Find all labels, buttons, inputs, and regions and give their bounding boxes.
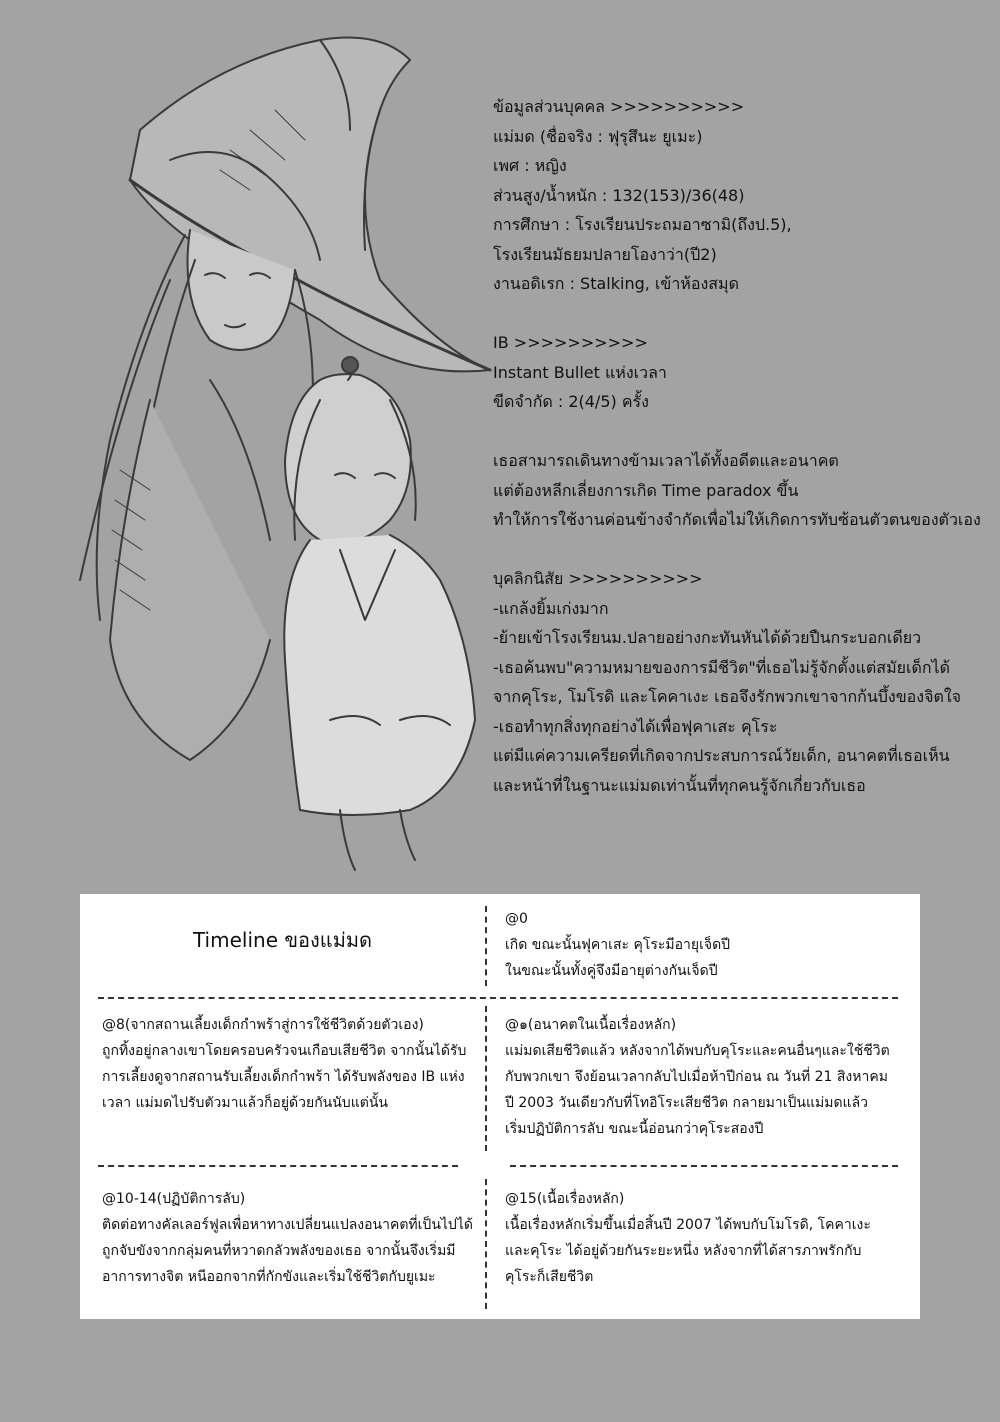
divider-vertical-top [485,906,487,986]
timeline-entry-line: กับพวกเขา จึงย้อนเวลากลับไปเมื่อห้าปีก่อน ณ วันที่ 21 สิงหาคม [505,1069,888,1085]
timeline-entry-line: และคุโระ ได้อยู่ด้วยกันระยะหนึ่ง หลังจากที่ได้สารภาพรักกับ [505,1243,862,1259]
timeline-title: Timeline ของแม่มด [192,928,373,952]
timeline-entry-line: ถูกจับขังจากกลุ่มคนที่หวาดกลัวพลังของเธอ จากนั้นจึงเริ่มมี [102,1243,456,1259]
profile-line: บุคลิกนิสัย >>>>>>>>>> [493,569,703,588]
timeline-entry-line: แม่มดเสียชีวิตแล้ว หลังจากได้พบกับคุโระและคนอื่นๆและใช้ชีวิต [505,1043,890,1059]
timeline-entry-9 [505,1012,910,1142]
timeline-entry-0 [505,906,905,984]
timeline-entry-8 [102,1012,477,1116]
timeline-entry-head: @10-14(ปฏิบัติการลับ) [102,1191,246,1207]
divider-horizontal-2-right [510,1165,898,1167]
timeline-entry-line: เริ่มปฏิบัติการลับ ขณะนี้อ่อนกว่าคุโระสองปี [505,1121,764,1137]
divider-horizontal-1 [98,997,898,999]
profile-line: โรงเรียนมัธยมปลายโองาว่า(ปี2) [493,244,717,264]
profile-line: เธอสามารถเดินทางข้ามเวลาได้ทั้งอดีตและอนาคต [493,451,839,470]
timeline-entry-line: เวลา แม่มดไปรับตัวมาแล้วก็อยู่ด้วยกันนับแต่นั้น [102,1095,388,1111]
profile-line: เพศ : หญิง [493,156,567,175]
timeline-entry-head: @๑(อนาคตในเนื้อเรื่องหลัก) [505,1017,677,1033]
profile-line: -แกล้งยิ้มเก่งมาก [493,598,609,618]
witch-illustration [20,20,500,880]
timeline-entry-line: ในขณะนั้นทั้งคู่จึงมีอายุต่างกันเจ็ดปี [505,963,718,979]
profile-line: งานอดิเรก : Stalking, เข้าห้องสมุด [493,274,739,293]
profile-spacer [493,299,988,329]
profile-line: แต่ต้องหลีกเลี่ยงการเกิด Time paradox ขึ้น [493,480,799,500]
profile-spacer [493,535,988,565]
timeline-entry-line: อาการทางจิต หนีออกจากที่กักขังและเริ่มใช้ชีวิตกับยูเมะ [102,1269,436,1285]
profile-line: IB >>>>>>>>>> [493,333,648,352]
profile-line: -เธอค้นพบ"ความหมายของการมีชีวิต"ที่เธอไม่รู้จักตั้งแต่สมัยเด็กได้ [493,657,950,677]
divider-vertical-mid [485,1006,487,1151]
profile-line: ขีดจำกัด : 2(4/5) ครั้ง [493,392,649,411]
profile-line: ทำให้การใช้งานค่อนข้างจำกัดเพื่อไม่ให้เกิดการทับซ้อนตัวตนของตัวเอง [493,510,981,529]
divider-vertical-bottom [485,1179,487,1309]
profile-line: -เธอทำทุกสิ่งทุกอย่างได้เพื่อฟุคาเสะ คุโระ [493,716,778,736]
timeline-entry-line: คุโระก็เสียชีวิต [505,1269,594,1285]
timeline-entry-head: @8(จากสถานเลี้ยงเด็กกำพร้าสู่การใช้ชีวิตด้วยตัวเอง) [102,1017,424,1033]
timeline-entry-line: ถูกทิ้งอยู่กลางเขาโดยครอบครัวจนเกือบเสียชีวิต จากนั้นได้รับ [102,1043,467,1059]
profile-line: แต่มีแค่ความเครียดที่เกิดจากประสบการณ์วัยเด็ก, อนาคตที่เธอเห็น [493,746,950,765]
timeline-entry-line: ปี 2003 วันเดียวกับที่โทอิโระเสียชีวิต กลายมาเป็นแม่มดแล้ว [505,1095,869,1111]
profile-line: -ย้ายเข้าโรงเรียนม.ปลายอย่างกะทันหันได้ด้วยปืนกระบอกเดียว [493,628,922,647]
profile-section [493,92,988,800]
profile-line: การศึกษา : โรงเรียนประถมอาซามิ(ถึงป.5), [493,215,792,234]
timeline-entry-head: @15(เนื้อเรื่องหลัก) [505,1191,625,1207]
timeline-box [80,894,920,1319]
profile-line: ส่วนสูง/น้ำหนัก : 132(153)/36(48) [493,185,745,205]
divider-horizontal-2-left [98,1165,458,1167]
profile-line: จากคุโระ, โมโรดิ และโคคาเงะ เธอจึงรักพวกเขาจากก้นบึ้งของจิตใจ [493,687,962,706]
timeline-entry-line: เกิด ขณะนั้นฟุคาเสะ คุโระมีอายุเจ็ดปี [505,937,731,953]
timeline-entry-line: ติดต่อทางคัลเลอร์ฟูลเพื่อหาทางเปลี่ยนแปลงอนาคตที่เป็นไปได้ [102,1217,473,1233]
timeline-entry-line: เนื้อเรื่องหลักเริ่มขึ้นเมื่อสิ้นปี 2007 ได้พบกับโมโรดิ, โคคาเงะ [505,1217,871,1233]
profile-spacer [493,417,988,447]
profile-line: Instant Bullet แห่งเวลา [493,362,667,382]
profile-line: ข้อมูลส่วนบุคคล >>>>>>>>>> [493,97,745,116]
timeline-entry-15 [505,1186,910,1290]
timeline-entry-head: @0 [505,911,528,927]
timeline-entry-line: การเลี้ยงดูจากสถานรับเลี้ยงเด็กกำพร้า ได้รับพลังของ IB แห่ง [102,1069,465,1085]
profile-line: แม่มด (ชื่อจริง : ฟุรุสึนะ ยูเมะ) [493,126,703,146]
timeline-entry-10-14 [102,1186,477,1290]
profile-line: และหน้าที่ในฐานะแม่มดเท่านั้นที่ทุกคนรู้จักเกี่ยวกับเธอ [493,775,866,795]
